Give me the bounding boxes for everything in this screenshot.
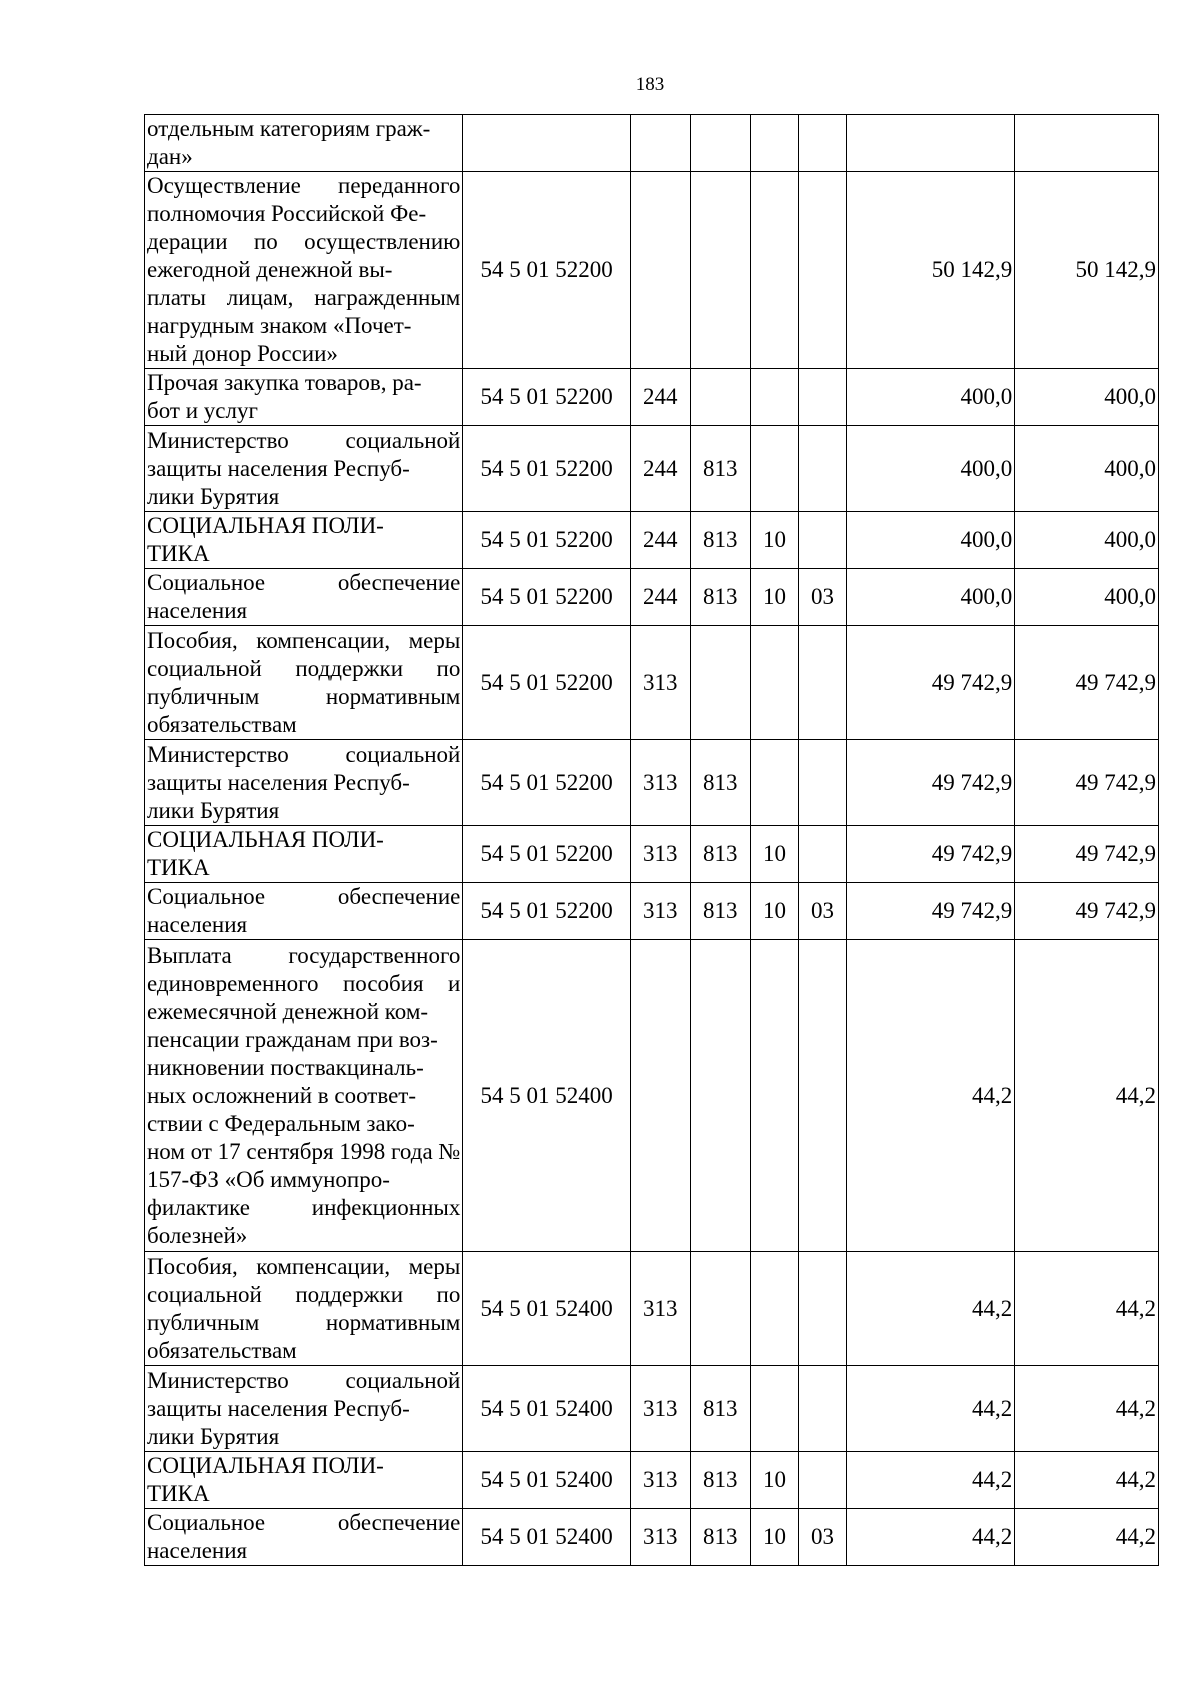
amount-year1-cell: 49 742,9 [846, 626, 1014, 740]
amount-year1-cell: 400,0 [846, 569, 1014, 626]
administrator-code-cell [690, 940, 750, 1252]
row-name-cell: Выплата государственного единовременного пособия и ежемесячной денежной ком- пенсации гражданам при воз- никновении поствакциналь- ных осложнений в соответ- ствии с Федеральным зако- ном от 17 сентября 1998 года № 157-ФЗ «Об иммунопро- филактике инфекционных болезней» [145, 940, 463, 1252]
row-name-cell: Министерство социальной защиты населения Респуб- лики Бурятия [145, 1366, 463, 1452]
administrator-code-cell [690, 626, 750, 740]
amount-year1-cell: 49 742,9 [846, 826, 1014, 883]
subsection-code-cell [799, 826, 847, 883]
expense-type-code-cell: 313 [630, 1252, 690, 1366]
target-article-code-cell: 54 5 01 52400 [463, 940, 630, 1252]
subsection-code-cell [799, 940, 847, 1252]
expense-type-code-cell: 313 [630, 826, 690, 883]
amount-year1-cell: 44,2 [846, 1252, 1014, 1366]
administrator-code-cell: 813 [690, 426, 750, 512]
table-body [145, 115, 1159, 1566]
expense-type-code-cell: 313 [630, 1509, 690, 1566]
administrator-code-cell: 813 [690, 1509, 750, 1566]
expense-type-code-cell: 244 [630, 569, 690, 626]
administrator-code-cell [690, 172, 750, 369]
target-article-code-cell: 54 5 01 52400 [463, 1366, 630, 1452]
section-code-cell [750, 172, 799, 369]
target-article-code-cell: 54 5 01 52400 [463, 1252, 630, 1366]
amount-year2-cell: 49 742,9 [1015, 626, 1159, 740]
row-name-cell: Министерство социальной защиты населения Респуб- лики Бурятия [145, 740, 463, 826]
amount-year1-cell: 400,0 [846, 426, 1014, 512]
expense-type-code-cell: 313 [630, 1366, 690, 1452]
amount-year2-cell: 400,0 [1015, 426, 1159, 512]
administrator-code-cell [690, 369, 750, 426]
table-row [145, 826, 1159, 883]
subsection-code-cell [799, 1452, 847, 1509]
amount-year2-cell: 400,0 [1015, 512, 1159, 569]
section-code-cell [750, 115, 799, 172]
amount-year1-cell: 44,2 [846, 1366, 1014, 1452]
target-article-code-cell: 54 5 01 52200 [463, 883, 630, 940]
row-name-cell: Осуществление переданного полномочия Российской Фе- дерации по осуществлению ежегодной денежной вы- платы лицам, награжденным нагрудным знаком «Почет- ный донор России» [145, 172, 463, 369]
table-row [145, 172, 1159, 369]
amount-year1-cell [846, 115, 1014, 172]
page-number: 183 [635, 74, 665, 95]
amount-year2-cell: 44,2 [1015, 1452, 1159, 1509]
row-name-cell: Прочая закупка товаров, ра- бот и услуг [145, 369, 463, 426]
amount-year2-cell: 50 142,9 [1015, 172, 1159, 369]
administrator-code-cell: 813 [690, 569, 750, 626]
row-name-cell: Социальное обеспечение населения [145, 569, 463, 626]
section-code-cell: 10 [750, 883, 799, 940]
table-row [145, 512, 1159, 569]
administrator-code-cell: 813 [690, 512, 750, 569]
table-row [145, 115, 1159, 172]
expense-type-code-cell [630, 172, 690, 369]
section-code-cell [750, 1366, 799, 1452]
target-article-code-cell: 54 5 01 52200 [463, 569, 630, 626]
table-row [145, 883, 1159, 940]
row-name-cell: СОЦИАЛЬНАЯ ПОЛИ- ТИКА [145, 1452, 463, 1509]
expense-type-code-cell: 313 [630, 883, 690, 940]
subsection-code-cell [799, 172, 847, 369]
administrator-code-cell: 813 [690, 883, 750, 940]
subsection-code-cell [799, 369, 847, 426]
administrator-code-cell: 813 [690, 1452, 750, 1509]
expense-type-code-cell [630, 940, 690, 1252]
table-row [145, 569, 1159, 626]
row-name-cell: отдельным категориям граж- дан» [145, 115, 463, 172]
target-article-code-cell [463, 115, 630, 172]
target-article-code-cell: 54 5 01 52200 [463, 369, 630, 426]
target-article-code-cell: 54 5 01 52200 [463, 826, 630, 883]
subsection-code-cell [799, 512, 847, 569]
amount-year2-cell: 44,2 [1015, 1366, 1159, 1452]
target-article-code-cell: 54 5 01 52200 [463, 172, 630, 369]
budget-table [144, 114, 1159, 1566]
administrator-code-cell: 813 [690, 826, 750, 883]
amount-year1-cell: 49 742,9 [846, 740, 1014, 826]
expense-type-code-cell: 313 [630, 1452, 690, 1509]
row-name-cell: Социальное обеспечение населения [145, 1509, 463, 1566]
section-code-cell: 10 [750, 1452, 799, 1509]
target-article-code-cell: 54 5 01 52400 [463, 1452, 630, 1509]
amount-year2-cell: 49 742,9 [1015, 826, 1159, 883]
administrator-code-cell: 813 [690, 740, 750, 826]
target-article-code-cell: 54 5 01 52400 [463, 1509, 630, 1566]
amount-year1-cell: 44,2 [846, 940, 1014, 1252]
section-code-cell: 10 [750, 512, 799, 569]
subsection-code-cell: 03 [799, 569, 847, 626]
administrator-code-cell [690, 1252, 750, 1366]
amount-year2-cell: 44,2 [1015, 1252, 1159, 1366]
amount-year1-cell: 400,0 [846, 512, 1014, 569]
amount-year1-cell: 400,0 [846, 369, 1014, 426]
table-row [145, 1452, 1159, 1509]
table-row [145, 740, 1159, 826]
subsection-code-cell [799, 740, 847, 826]
amount-year1-cell: 44,2 [846, 1452, 1014, 1509]
section-code-cell [750, 626, 799, 740]
row-name-cell: Пособия, компенсации, меры социальной поддержки по публичным нормативным обязательствам [145, 626, 463, 740]
administrator-code-cell: 813 [690, 1366, 750, 1452]
section-code-cell: 10 [750, 826, 799, 883]
section-code-cell [750, 426, 799, 512]
expense-type-code-cell: 313 [630, 626, 690, 740]
amount-year1-cell: 50 142,9 [846, 172, 1014, 369]
amount-year1-cell: 49 742,9 [846, 883, 1014, 940]
table-row [145, 426, 1159, 512]
section-code-cell: 10 [750, 1509, 799, 1566]
amount-year2-cell: 44,2 [1015, 1509, 1159, 1566]
table-row [145, 1509, 1159, 1566]
target-article-code-cell: 54 5 01 52200 [463, 426, 630, 512]
section-code-cell [750, 369, 799, 426]
amount-year2-cell: 400,0 [1015, 569, 1159, 626]
amount-year1-cell: 44,2 [846, 1509, 1014, 1566]
expense-type-code-cell: 313 [630, 740, 690, 826]
section-code-cell [750, 740, 799, 826]
amount-year2-cell: 49 742,9 [1015, 740, 1159, 826]
expense-type-code-cell: 244 [630, 512, 690, 569]
subsection-code-cell: 03 [799, 883, 847, 940]
table-row [145, 1252, 1159, 1366]
section-code-cell: 10 [750, 569, 799, 626]
subsection-code-cell [799, 1366, 847, 1452]
section-code-cell [750, 940, 799, 1252]
row-name-cell: СОЦИАЛЬНАЯ ПОЛИ- ТИКА [145, 826, 463, 883]
target-article-code-cell: 54 5 01 52200 [463, 740, 630, 826]
expense-type-code-cell: 244 [630, 369, 690, 426]
amount-year2-cell: 44,2 [1015, 940, 1159, 1252]
section-code-cell [750, 1252, 799, 1366]
subsection-code-cell: 03 [799, 1509, 847, 1566]
table-row [145, 1366, 1159, 1452]
amount-year2-cell: 49 742,9 [1015, 883, 1159, 940]
target-article-code-cell: 54 5 01 52200 [463, 512, 630, 569]
administrator-code-cell [690, 115, 750, 172]
target-article-code-cell: 54 5 01 52200 [463, 626, 630, 740]
amount-year2-cell: 400,0 [1015, 369, 1159, 426]
table-row [145, 369, 1159, 426]
subsection-code-cell [799, 1252, 847, 1366]
subsection-code-cell [799, 426, 847, 512]
row-name-cell: Социальное обеспечение населения [145, 883, 463, 940]
table-row [145, 940, 1159, 1252]
subsection-code-cell [799, 115, 847, 172]
subsection-code-cell [799, 626, 847, 740]
amount-year2-cell [1015, 115, 1159, 172]
row-name-cell: Пособия, компенсации, меры социальной поддержки по публичным нормативным обязательствам [145, 1252, 463, 1366]
expense-type-code-cell: 244 [630, 426, 690, 512]
table-row [145, 626, 1159, 740]
expense-type-code-cell [630, 115, 690, 172]
row-name-cell: Министерство социальной защиты населения Респуб- лики Бурятия [145, 426, 463, 512]
row-name-cell: СОЦИАЛЬНАЯ ПОЛИ- ТИКА [145, 512, 463, 569]
